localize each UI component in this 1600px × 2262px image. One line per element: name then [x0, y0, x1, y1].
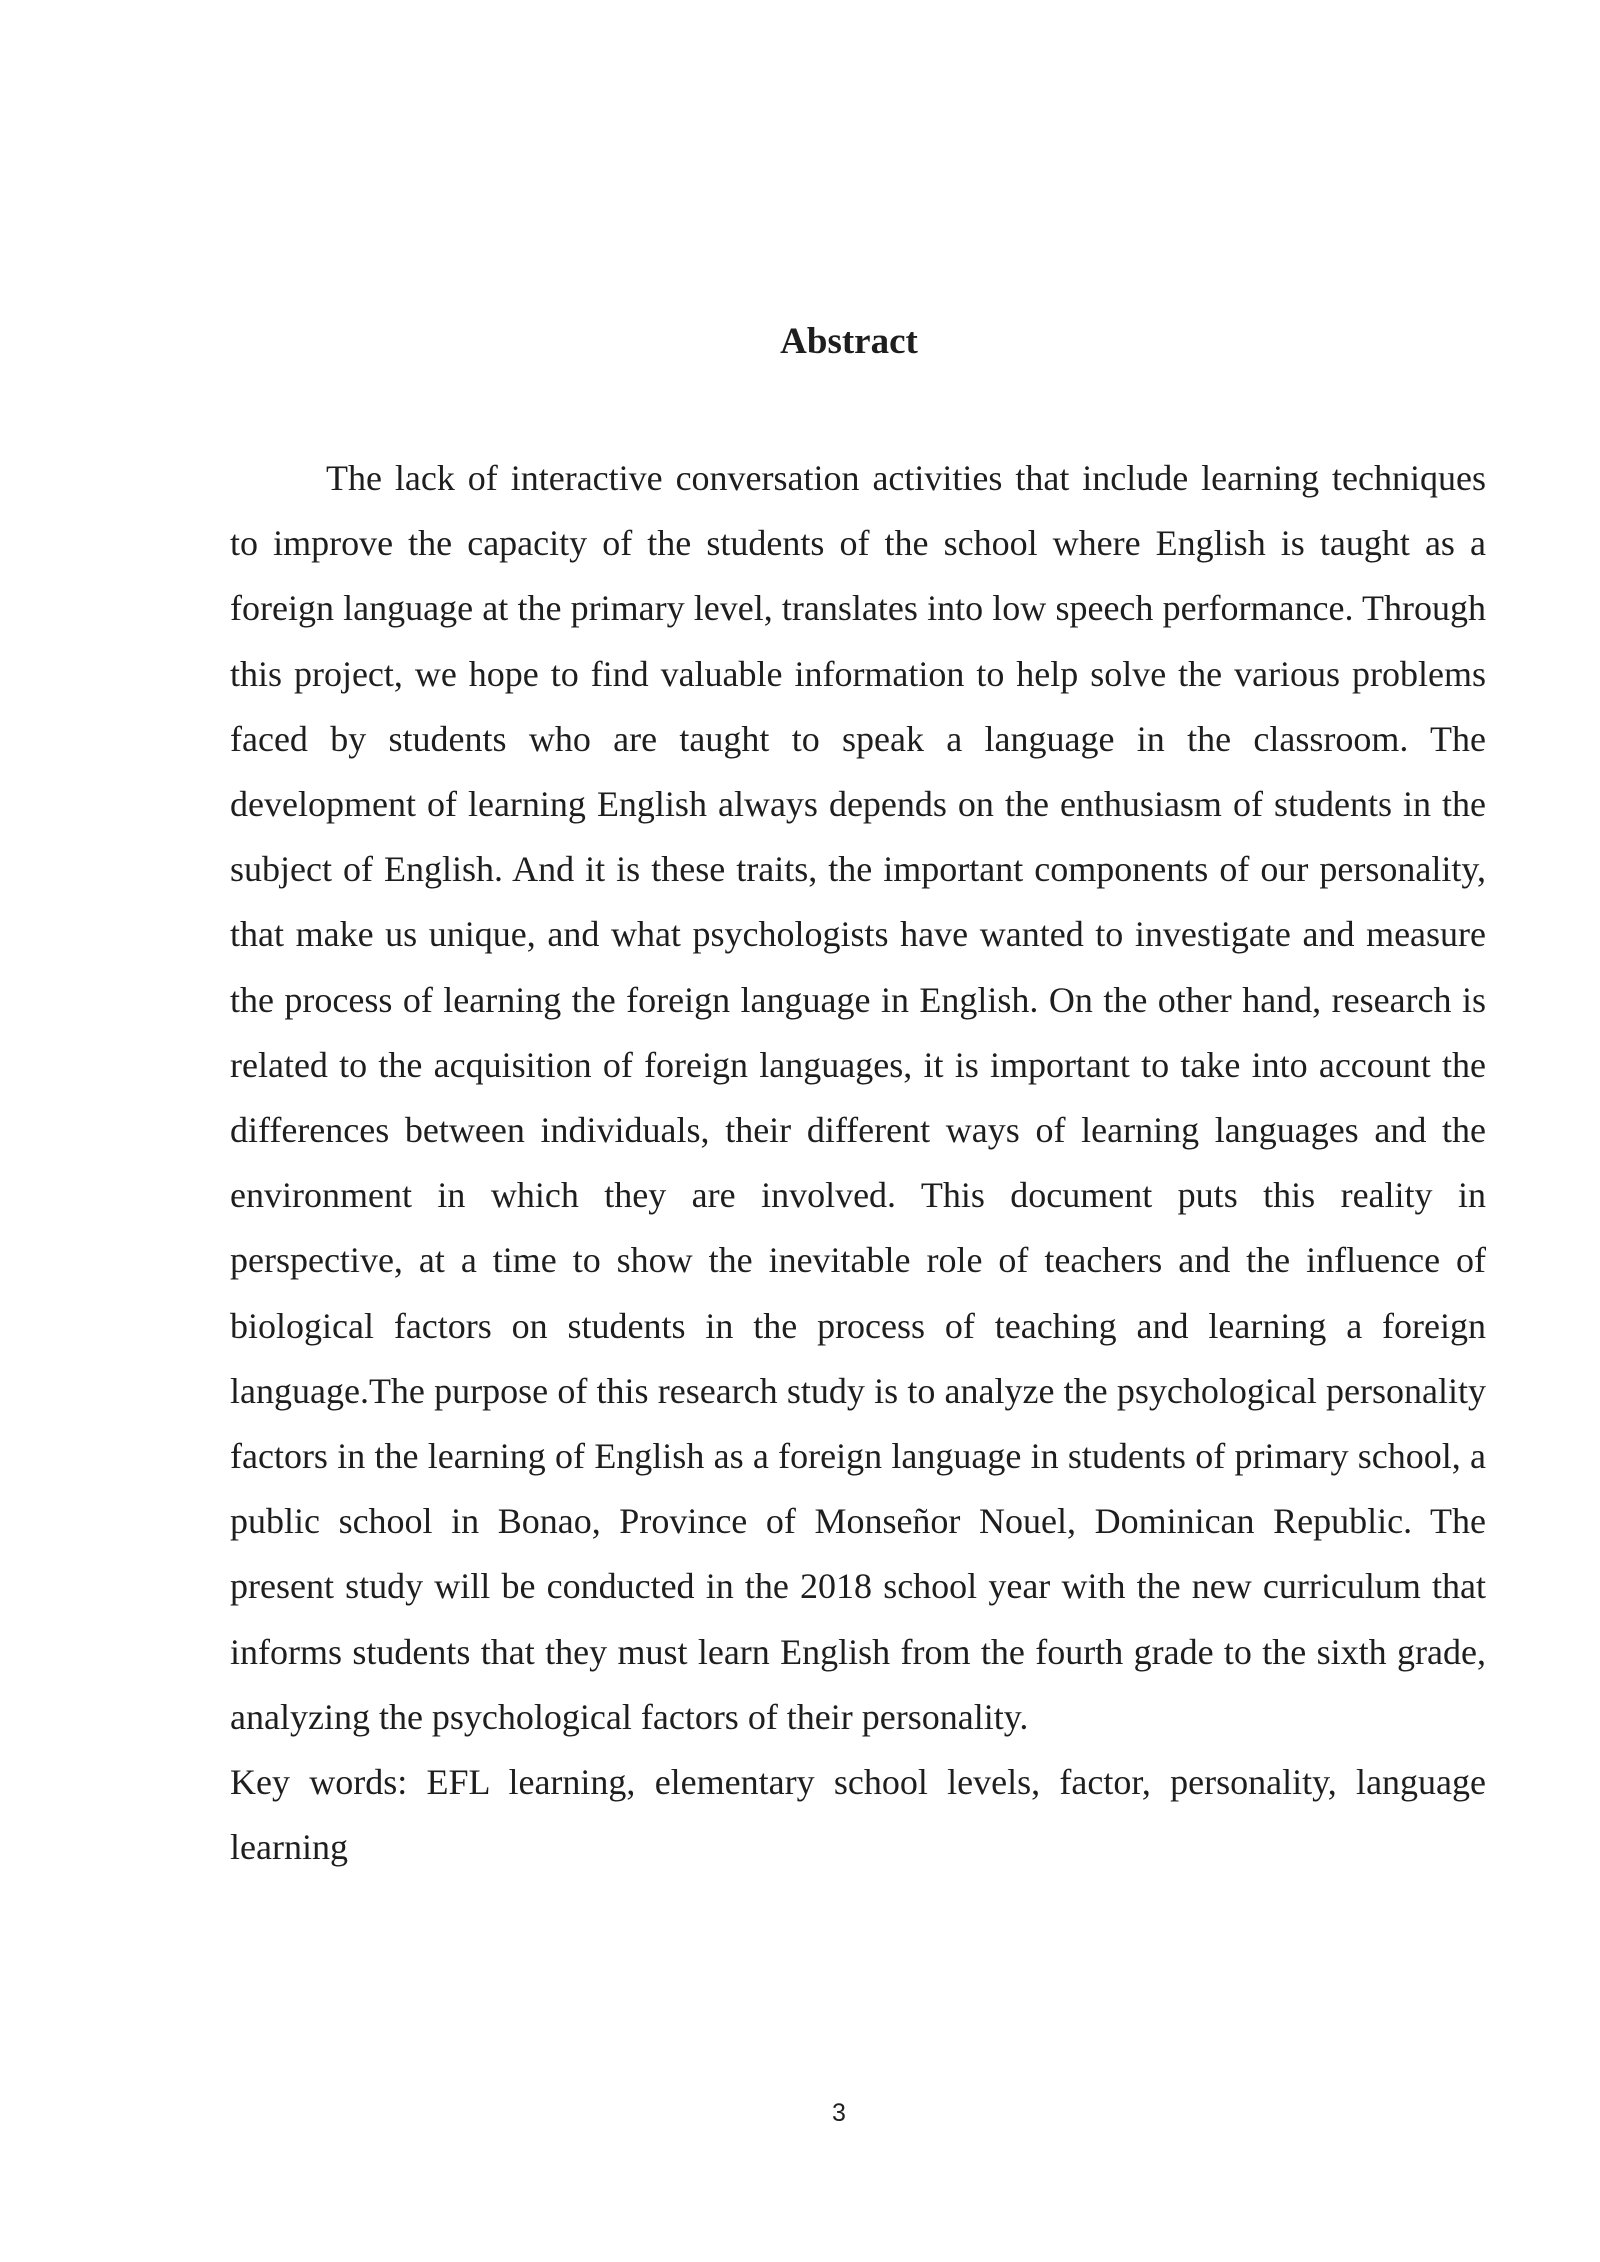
- abstract-body: [230, 446, 1486, 1880]
- keywords-line: Key words: EFL learning, elementary school levels, factor, personality, language learning: [230, 1762, 1486, 1868]
- page-number: 3: [832, 2099, 846, 2127]
- abstract-paragraph: The lack of interactive conversation activities that include learning techniques to improve the capacity of the students of the school where English is taught as a foreign language at the primary level, translates into low speech performance. Through this project, we hope to find valuable information to help solve the various problems faced by students who are taught to speak a language in the classroom. The development of learning English always depends on the enthusiasm of students in the subject of English. And it is these traits, the important components of our personality, that make us unique, and what psychologists have wanted to investigate and measure the process of learning the foreign language in English. On the other hand, research is related to the acquisition of foreign languages, it is important to take into account the differences between individuals, their different ways of learning languages and the environment in which they are involved. This document puts this reality in perspective, at a time to show the inevitable role of teachers and the influence of biological factors on students in the process of teaching and learning a foreign language.The purpose of this research study is to analyze the psychological personality factors in the learning of English as a foreign language in students of primary school, a public school in Bonao, Province of Monseñor Nouel, Dominican Republic. The present study will be conducted in the 2018 school year with the new curriculum that informs students that they must learn English from the fourth grade to the sixth grade, analyzing the psychological factors of their personality.: [230, 458, 1486, 1737]
- page-title: Abstract: [780, 321, 918, 362]
